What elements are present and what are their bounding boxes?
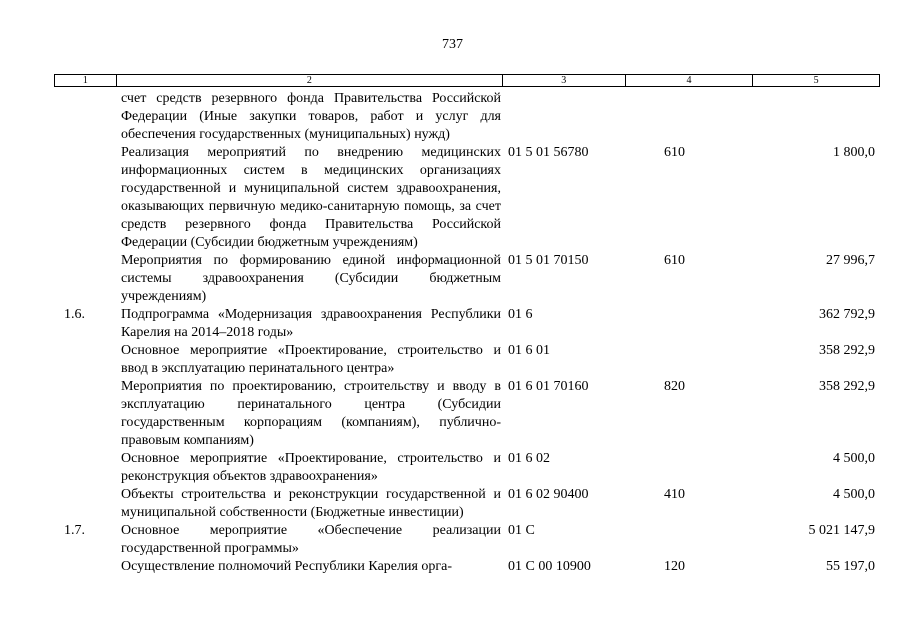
header-col-3: 3: [502, 75, 625, 86]
row-description: Мероприятия по проектированию, строительству и вводу в эксплуатацию перинатального центра (Субсидии государственным корпорациям (компаниям), публично-правовым компаниям): [121, 379, 501, 448]
row-code: 01 6: [508, 307, 533, 322]
row-code: 01 5 01 70150: [508, 253, 589, 268]
row-number: 1.6.: [64, 307, 85, 322]
row-code: 01 С: [508, 523, 535, 538]
row-code: 01 6 02: [508, 451, 550, 466]
row-description: Мероприятия по формированию единой информационной системы здравоохранения (Субсидии бюджетным учреждениям): [121, 253, 501, 304]
row-expense-type: 820: [664, 379, 685, 394]
row-amount: 4 500,0: [833, 487, 875, 502]
row-amount: 5 021 147,9: [808, 523, 875, 538]
row-description: Осуществление полномочий Республики Карелия орга-: [121, 559, 453, 574]
row-code: 01 5 01 56780: [508, 145, 589, 160]
row-description: Основное мероприятие «Проектирование, строительство и реконструкция объектов здравоохранения»: [121, 451, 501, 484]
header-col-4: 4: [625, 75, 753, 86]
row-amount: 27 996,7: [826, 253, 875, 268]
table-header: [54, 74, 880, 87]
row-amount: 55 197,0: [826, 559, 875, 574]
row-number: 1.7.: [64, 523, 85, 538]
table-row: [54, 252, 880, 306]
row-code: 01 6 01 70160: [508, 379, 589, 394]
row-expense-type: 610: [664, 253, 685, 268]
row-expense-type: 410: [664, 487, 685, 502]
header-col-2: 2: [116, 75, 502, 86]
row-description: Основное мероприятие «Обеспечение реализации государственной программы»: [121, 523, 501, 556]
header-col-1: 1: [82, 75, 88, 86]
table-row: [54, 522, 880, 558]
table-row: [54, 306, 880, 342]
page-number: 737: [442, 37, 463, 52]
row-expense-type: 120: [664, 559, 685, 574]
row-amount: 358 292,9: [819, 343, 875, 358]
row-description: Подпрограмма «Модернизация здравоохранения Республики Карелия на 2014–2018 годы»: [121, 307, 501, 340]
row-code: 01 С 00 10900: [508, 559, 591, 574]
row-code: 01 6 01: [508, 343, 550, 358]
table-row: [54, 342, 880, 378]
table-body: [54, 90, 880, 576]
table-row: [54, 378, 880, 450]
row-description: счет средств резервного фонда Правительства Российской Федерации (Иные закупки товаров, работ и услуг для обеспечения государственных (муниципальных) нужд): [121, 91, 501, 142]
row-expense-type: 610: [664, 145, 685, 160]
row-description: Основное мероприятие «Проектирование, строительство и ввод в эксплуатацию перинатального центра»: [121, 343, 501, 376]
table-row: [54, 450, 880, 486]
table-row: [54, 486, 880, 522]
row-amount: 4 500,0: [833, 451, 875, 466]
row-amount: 362 792,9: [819, 307, 875, 322]
row-amount: 358 292,9: [819, 379, 875, 394]
table-row: [54, 558, 880, 576]
row-code: 01 6 02 90400: [508, 487, 589, 502]
header-col-5: 5: [752, 75, 879, 86]
table-row: [54, 144, 880, 252]
row-description: Объекты строительства и реконструкции государственной и муниципальной собственности (Бюджетные инвестиции): [121, 487, 501, 520]
table-row: [54, 90, 880, 144]
row-amount: 1 800,0: [833, 145, 875, 160]
row-description: Реализация мероприятий по внедрению медицинских информационных систем в медицинских организациях государственной и муниципальной систем здравоохранения, оказывающих первичную медико-санитарную помощь, за счет средств резервного фонда Правительства Российской Федерации (Субсидии бюджетным учреждениям): [121, 145, 501, 250]
